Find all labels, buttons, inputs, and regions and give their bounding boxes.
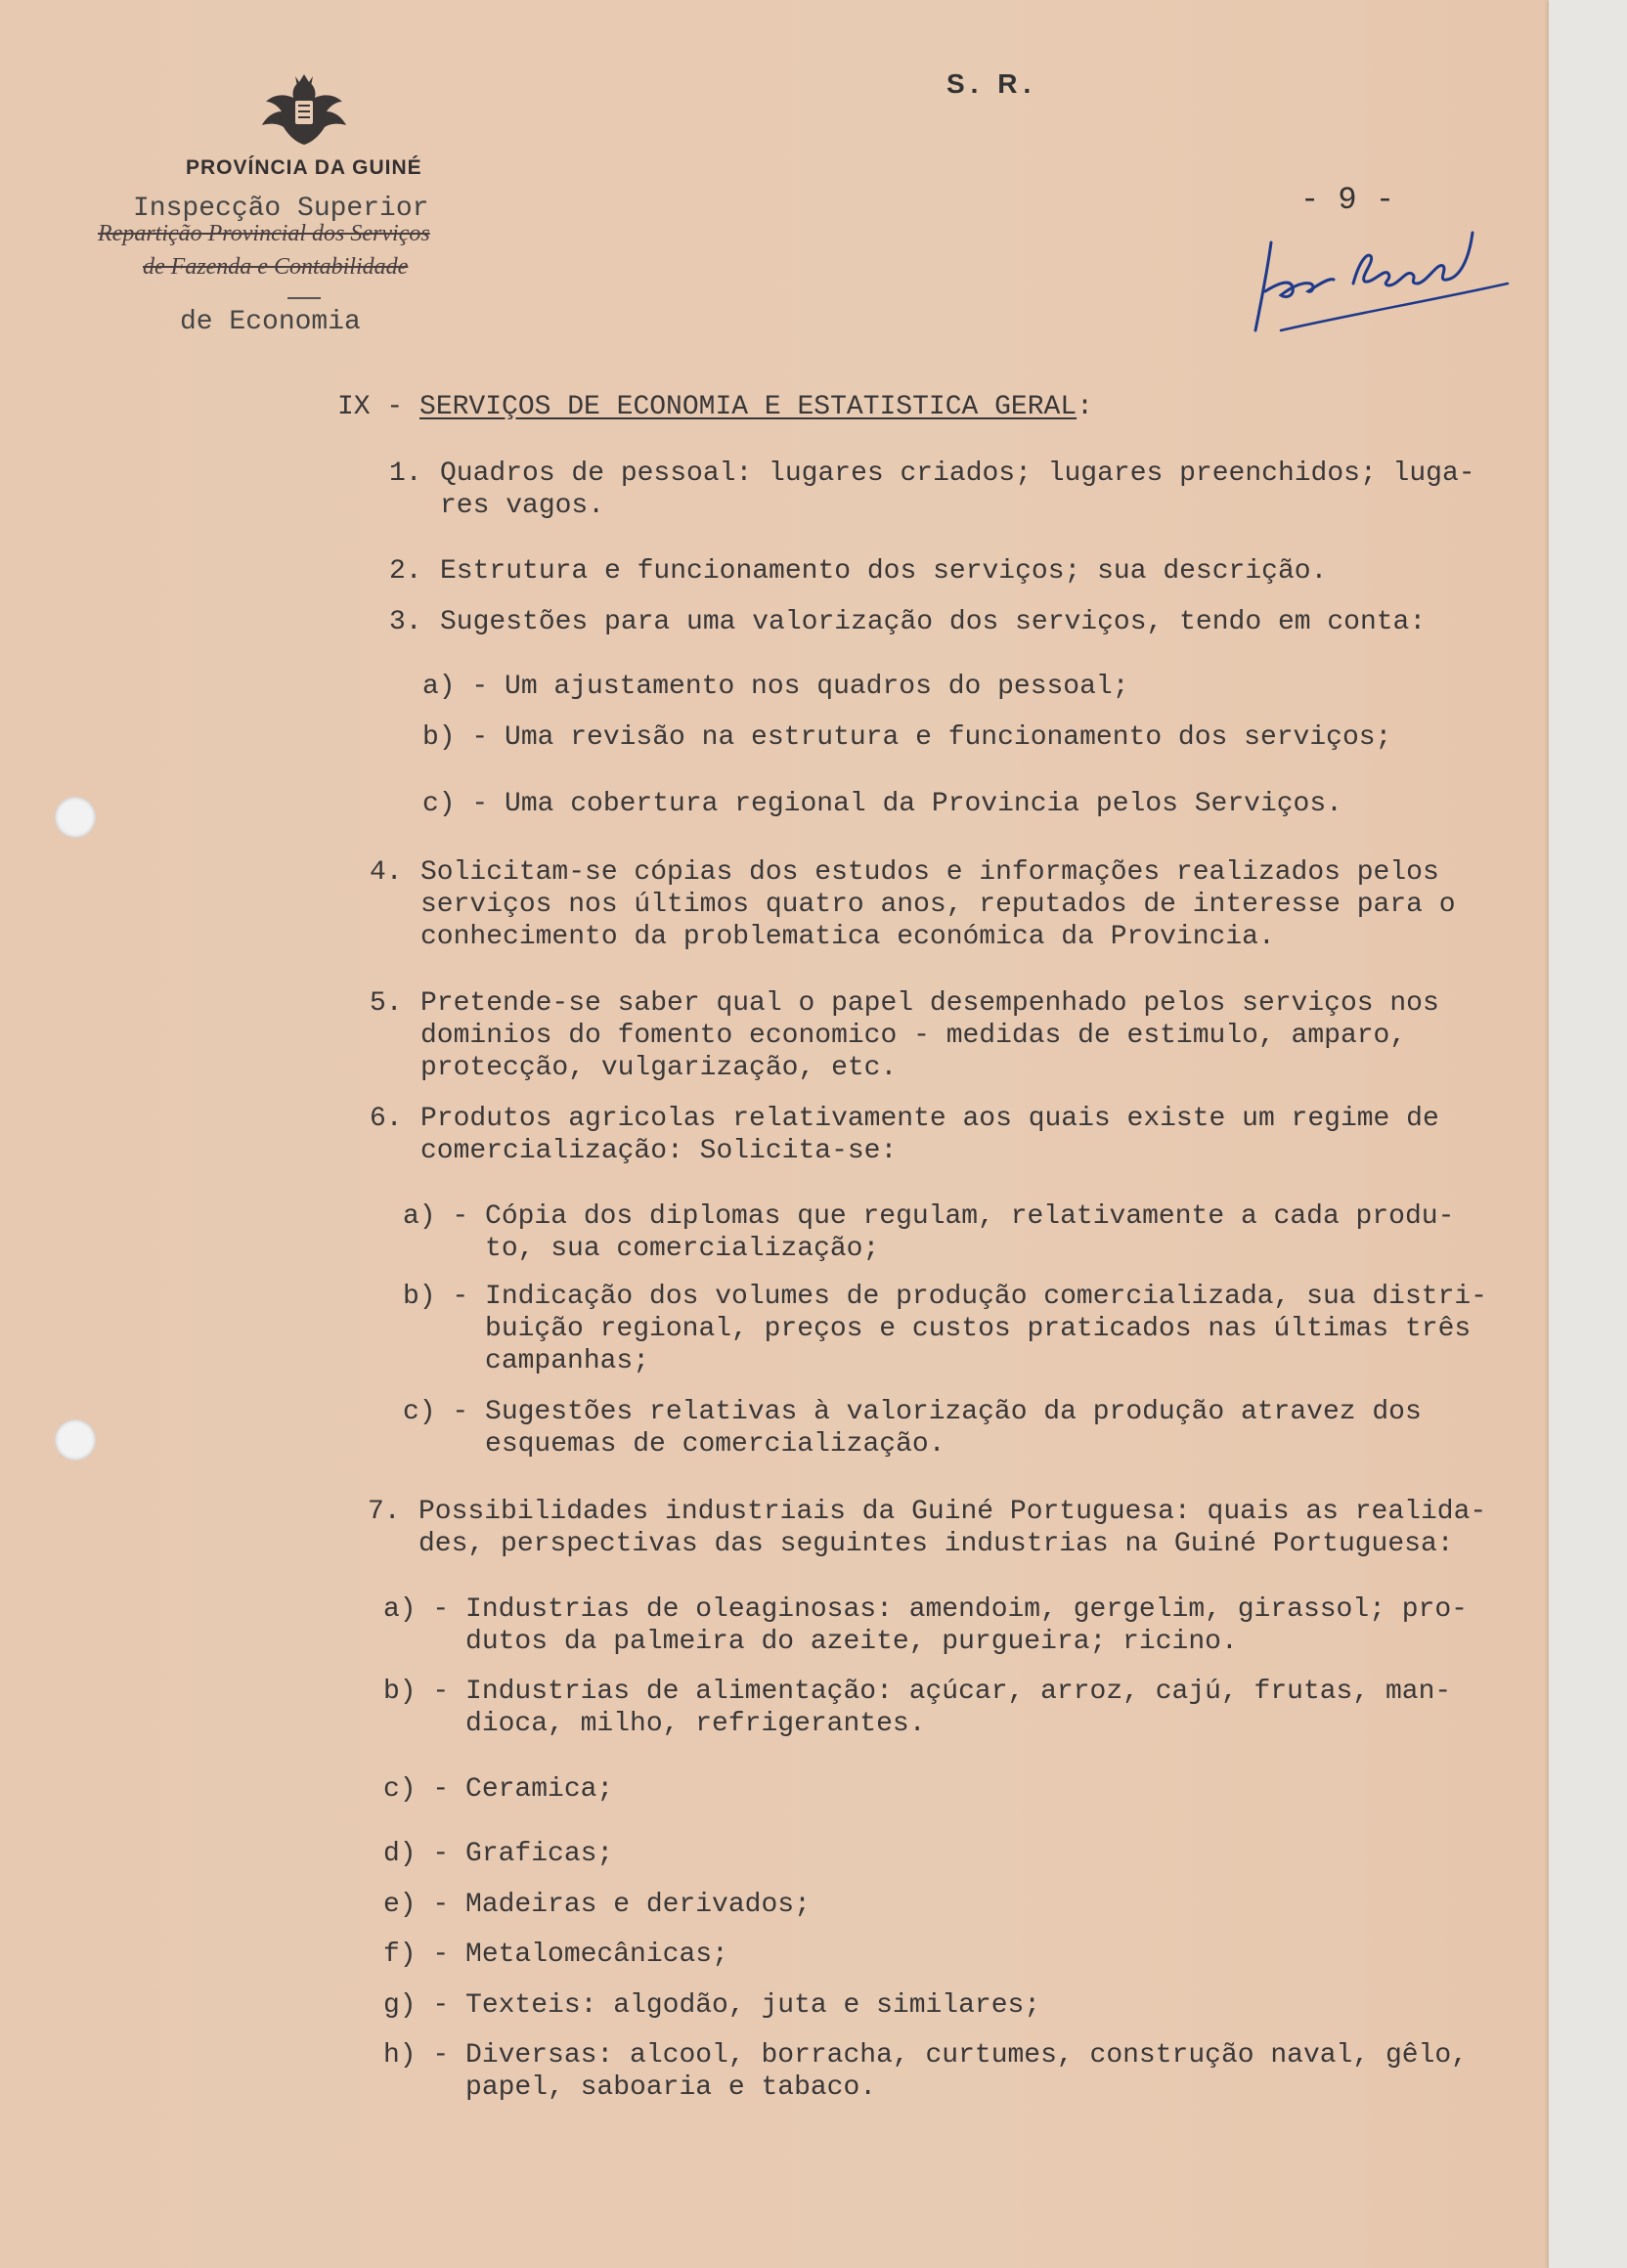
item-number: 6. <box>370 1104 403 1134</box>
struck-office-line: de Fazenda e Contabilidade <box>143 254 409 280</box>
sub-item: d) - Graficas; <box>383 1839 614 1869</box>
item-text-line: Pretende-se saber qual o papel desempenhado pelos serviços nos <box>420 988 1439 1019</box>
sub-item: b) - Industrias de alimentação: açúcar, arroz, cajú, frutas, man- <box>383 1677 1452 1707</box>
struck-office-line: Repartição Provincial dos Serviços <box>98 221 430 246</box>
sub-item: b) - Uma revisão na estrutura e funcionamento dos serviços; <box>422 722 1392 753</box>
heading-suffix: : <box>1077 392 1093 422</box>
page-number: - 9 - <box>1300 182 1395 218</box>
sub-item: c) - Uma cobertura regional da Provincia pelos Serviços. <box>422 789 1342 819</box>
punch-hole <box>55 1419 96 1461</box>
sub-item: a) - Industrias de oleaginosas: amendoim, gergelim, girassol; pro- <box>383 1594 1468 1625</box>
section-heading <box>337 391 1093 423</box>
sub-item: a) - Um ajustamento nos quadros do pessoal; <box>422 672 1129 702</box>
sub-item: a) - Cópia dos diplomas que regulam, relativamente a cada produ- <box>403 1201 1455 1232</box>
item-number: 2. <box>389 556 422 587</box>
item-text-line: Solicitam-se cópias dos estudos e informações realizados pelos <box>420 857 1439 888</box>
item-text-line: conhecimento da problematica económica da Provincia. <box>420 922 1275 952</box>
heading-title: SERVIÇOS DE ECONOMIA E ESTATISTICA GERAL <box>419 392 1077 422</box>
sub-item: b) - Indicação dos volumes de produção comercializada, sua distri- <box>403 1282 1487 1312</box>
sub-item: buição regional, preços e custos praticados nas últimas três <box>403 1314 1472 1344</box>
item-number: 5. <box>370 988 403 1019</box>
item-text-line: dominios do fomento economico - medidas de estimulo, amparo, <box>420 1021 1407 1051</box>
item-text-line: Estrutura e funcionamento dos serviços; sua descrição. <box>440 556 1328 587</box>
sub-item: e) - Madeiras e derivados; <box>383 1890 811 1920</box>
divider <box>287 297 321 299</box>
signature-icon <box>1252 223 1516 340</box>
sub-item: g) - Texteis: algodão, juta e similares; <box>383 1990 1041 2021</box>
coat-of-arms-icon <box>252 72 356 151</box>
item-number: 4. <box>370 857 403 888</box>
sub-item: dutos da palmeira do azeite, purgueira; ricino. <box>383 1627 1238 1657</box>
punch-hole <box>55 797 96 838</box>
item-number: 1. <box>389 458 422 489</box>
sub-item: dioca, milho, refrigerantes. <box>383 1709 926 1739</box>
heading-prefix: IX - <box>337 392 420 422</box>
classification-mark: S. R. <box>946 68 1037 99</box>
item-text-line: comercialização: Solicita-se: <box>420 1136 898 1166</box>
sub-item: esquemas de comercialização. <box>403 1429 945 1460</box>
sub-item: c) - Ceramica; <box>383 1774 614 1805</box>
item-text-line: Produtos agricolas relativamente aos quais existe um regime de <box>420 1104 1439 1134</box>
office-subtitle: de Economia <box>180 307 361 337</box>
sub-item: campanhas; <box>403 1346 650 1376</box>
province-name: PROVÍNCIA DA GUINÉ <box>186 156 422 179</box>
item-text-line: Possibilidades industriais da Guiné Portuguesa: quais as realida- <box>418 1497 1487 1527</box>
item-text-line: protecção, vulgarização, etc. <box>420 1053 898 1083</box>
office-title: Inspecção Superior <box>133 194 429 224</box>
item-text-line: Sugestões para uma valorização dos serviços, tendo em conta: <box>440 607 1427 637</box>
item-number: 7. <box>368 1497 401 1527</box>
sub-item: c) - Sugestões relativas à valorização da produção atravez dos <box>403 1397 1422 1427</box>
item-text-line: serviços nos últimos quatro anos, reputados de interesse para o <box>420 890 1456 920</box>
sub-item: h) - Diversas: alcool, borracha, curtumes, construção naval, gêlo, <box>383 2040 1468 2071</box>
sub-item: to, sua comercialização; <box>403 1234 880 1264</box>
item-number: 3. <box>389 607 422 637</box>
item-text-line: res vagos. <box>440 491 605 521</box>
sub-item: papel, saboaria e tabaco. <box>383 2072 877 2103</box>
item-text-line: des, perspectivas das seguintes industrias na Guiné Portuguesa: <box>418 1529 1454 1559</box>
sub-item: f) - Metalomecânicas; <box>383 1940 728 1970</box>
item-text-line: Quadros de pessoal: lugares criados; lugares preenchidos; luga- <box>440 458 1475 489</box>
